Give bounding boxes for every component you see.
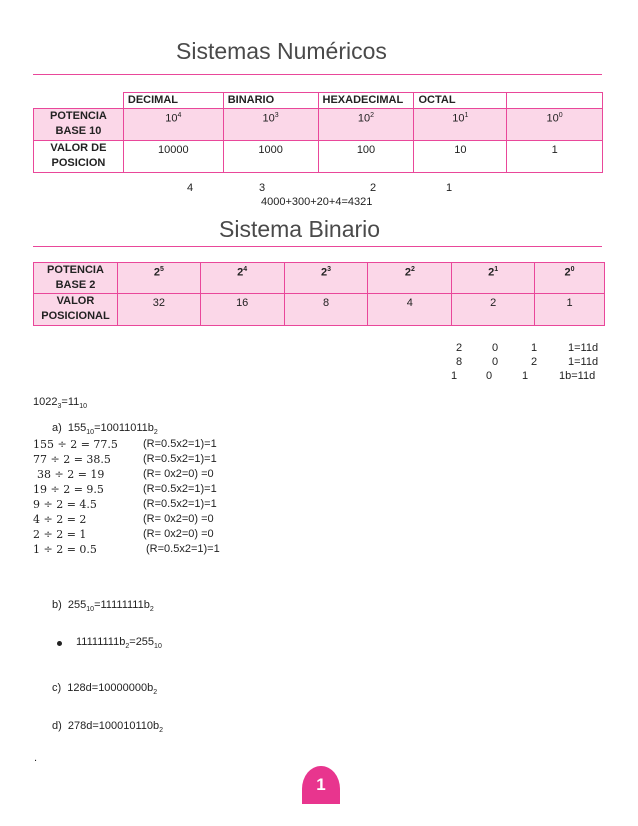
calc-cell: 0 <box>486 370 493 382</box>
division-expr: 1 ÷ 2 = 0.5 <box>33 543 97 556</box>
table-header-row <box>34 93 603 109</box>
table-row <box>34 263 605 294</box>
power-cell: $10^3$ <box>223 109 318 141</box>
trailing-dot: . <box>34 752 38 764</box>
value-cell: 10 <box>414 141 507 173</box>
power-cell: $2^0$ <box>535 263 605 294</box>
division-expr: 9 ÷ 2 = 4.5 <box>33 498 97 511</box>
division-expr: 77 ÷ 2 = 38.5 <box>33 453 111 466</box>
power-cell: $2^2$ <box>368 263 452 294</box>
power-cell: $10^2$ <box>318 109 414 141</box>
powers-base10-table <box>33 92 603 173</box>
header-empty <box>507 93 603 109</box>
item-b: b) $255_{10}=11111111b_2$ <box>52 599 154 614</box>
calc-cell: 8 <box>456 356 463 368</box>
calc-cell: 0 <box>492 356 499 368</box>
item-d: d) $278d=100010110b_2$ <box>52 720 164 735</box>
powers-base2-table <box>33 262 605 326</box>
value-cell: 32 <box>117 294 200 326</box>
power-cell: $2^5$ <box>117 263 200 294</box>
power-cell: $2^3$ <box>284 263 368 294</box>
title-divider <box>33 246 602 247</box>
row-label-valor-posicional: VALOR POSICIONAL <box>34 294 118 326</box>
row-label-valor: VALOR DE POSICION <box>34 141 124 173</box>
digit: 1 <box>446 182 453 194</box>
division-remainder: (R=0.5x2=1)=1 <box>143 483 217 495</box>
row-label-potencia: POTENCIA BASE 10 <box>34 109 124 141</box>
header-octal: OCTAL <box>414 93 507 109</box>
value-cell: 1 <box>507 141 603 173</box>
division-remainder: (R=0.5x2=1)=1 <box>143 498 217 510</box>
power-cell: $10^0$ <box>507 109 603 141</box>
division-remainder: (R= 0x2=0) =0 <box>143 528 214 540</box>
page-number-badge: 1 <box>302 766 340 804</box>
calc-cell: 1b=11d <box>559 370 596 382</box>
power-cell: $10^4$ <box>123 109 223 141</box>
division-expr: 155 ÷ 2 = 77.5 <box>33 438 118 451</box>
digit: 4 <box>187 182 194 194</box>
header-decimal: DECIMAL <box>123 93 223 109</box>
division-expr: 19 ÷ 2 = 9.5 <box>33 483 104 496</box>
item-a: a) $155_{10}=10011011b_2$ <box>52 422 158 437</box>
section-title: Sistema Binario <box>219 216 381 242</box>
division-remainder: (R=0.5x2=1)=1 <box>143 453 217 465</box>
table-header-cell <box>34 93 124 109</box>
bullet-dot <box>57 641 62 646</box>
division-remainder: (R= 0x2=0) =0 <box>143 468 214 480</box>
conversion-1022: $1022_3=11_{10}$ <box>33 396 88 411</box>
calc-cell: 1 <box>531 342 538 354</box>
division-expr: 4 ÷ 2 = 2 <box>33 513 87 526</box>
division-remainder: (R=0.5x2=1)=1 <box>143 438 217 450</box>
page-title: Sistemas Numéricos <box>176 38 387 64</box>
sum-line: 4000+300+20+4=4321 <box>261 196 373 208</box>
table-row <box>34 109 603 141</box>
table-row <box>34 294 605 326</box>
value-cell: 1000 <box>223 141 318 173</box>
division-remainder: (R= 0x2=0) =0 <box>143 513 214 525</box>
calc-cell: 1 <box>451 370 458 382</box>
title-divider <box>33 74 602 75</box>
calc-cell: 1=11d <box>568 356 599 368</box>
digit: 2 <box>370 182 377 194</box>
calc-cell: 2 <box>456 342 463 354</box>
division-expr: 38 ÷ 2 = 19 <box>37 468 105 481</box>
value-cell: 2 <box>452 294 535 326</box>
calc-cell: 1 <box>522 370 529 382</box>
power-cell: $10^1$ <box>414 109 507 141</box>
calc-cell: 2 <box>531 356 538 368</box>
division-remainder: (R=0.5x2=1)=1 <box>146 543 220 555</box>
value-cell: 1 <box>535 294 605 326</box>
table-row <box>34 141 603 173</box>
power-cell: $2^4$ <box>200 263 284 294</box>
calc-cell: 0 <box>492 342 499 354</box>
value-cell: 8 <box>284 294 368 326</box>
item-c: c) $128d=10000000b_2$ <box>52 682 158 697</box>
value-cell: 16 <box>200 294 284 326</box>
row-label-potencia-base2: POTENCIA BASE 2 <box>34 263 118 294</box>
value-cell: 10000 <box>123 141 223 173</box>
division-expr: 2 ÷ 2 = 1 <box>33 528 87 541</box>
calc-cell: 1=11d <box>568 342 599 354</box>
digit: 3 <box>259 182 266 194</box>
header-binario: BINARIO <box>223 93 318 109</box>
bullet-item: $11111111b_2=255_{10}$ <box>76 636 162 651</box>
value-cell: 4 <box>368 294 452 326</box>
header-hexadecimal: HEXADECIMAL <box>318 93 414 109</box>
value-cell: 100 <box>318 141 414 173</box>
power-cell: $2^1$ <box>452 263 535 294</box>
